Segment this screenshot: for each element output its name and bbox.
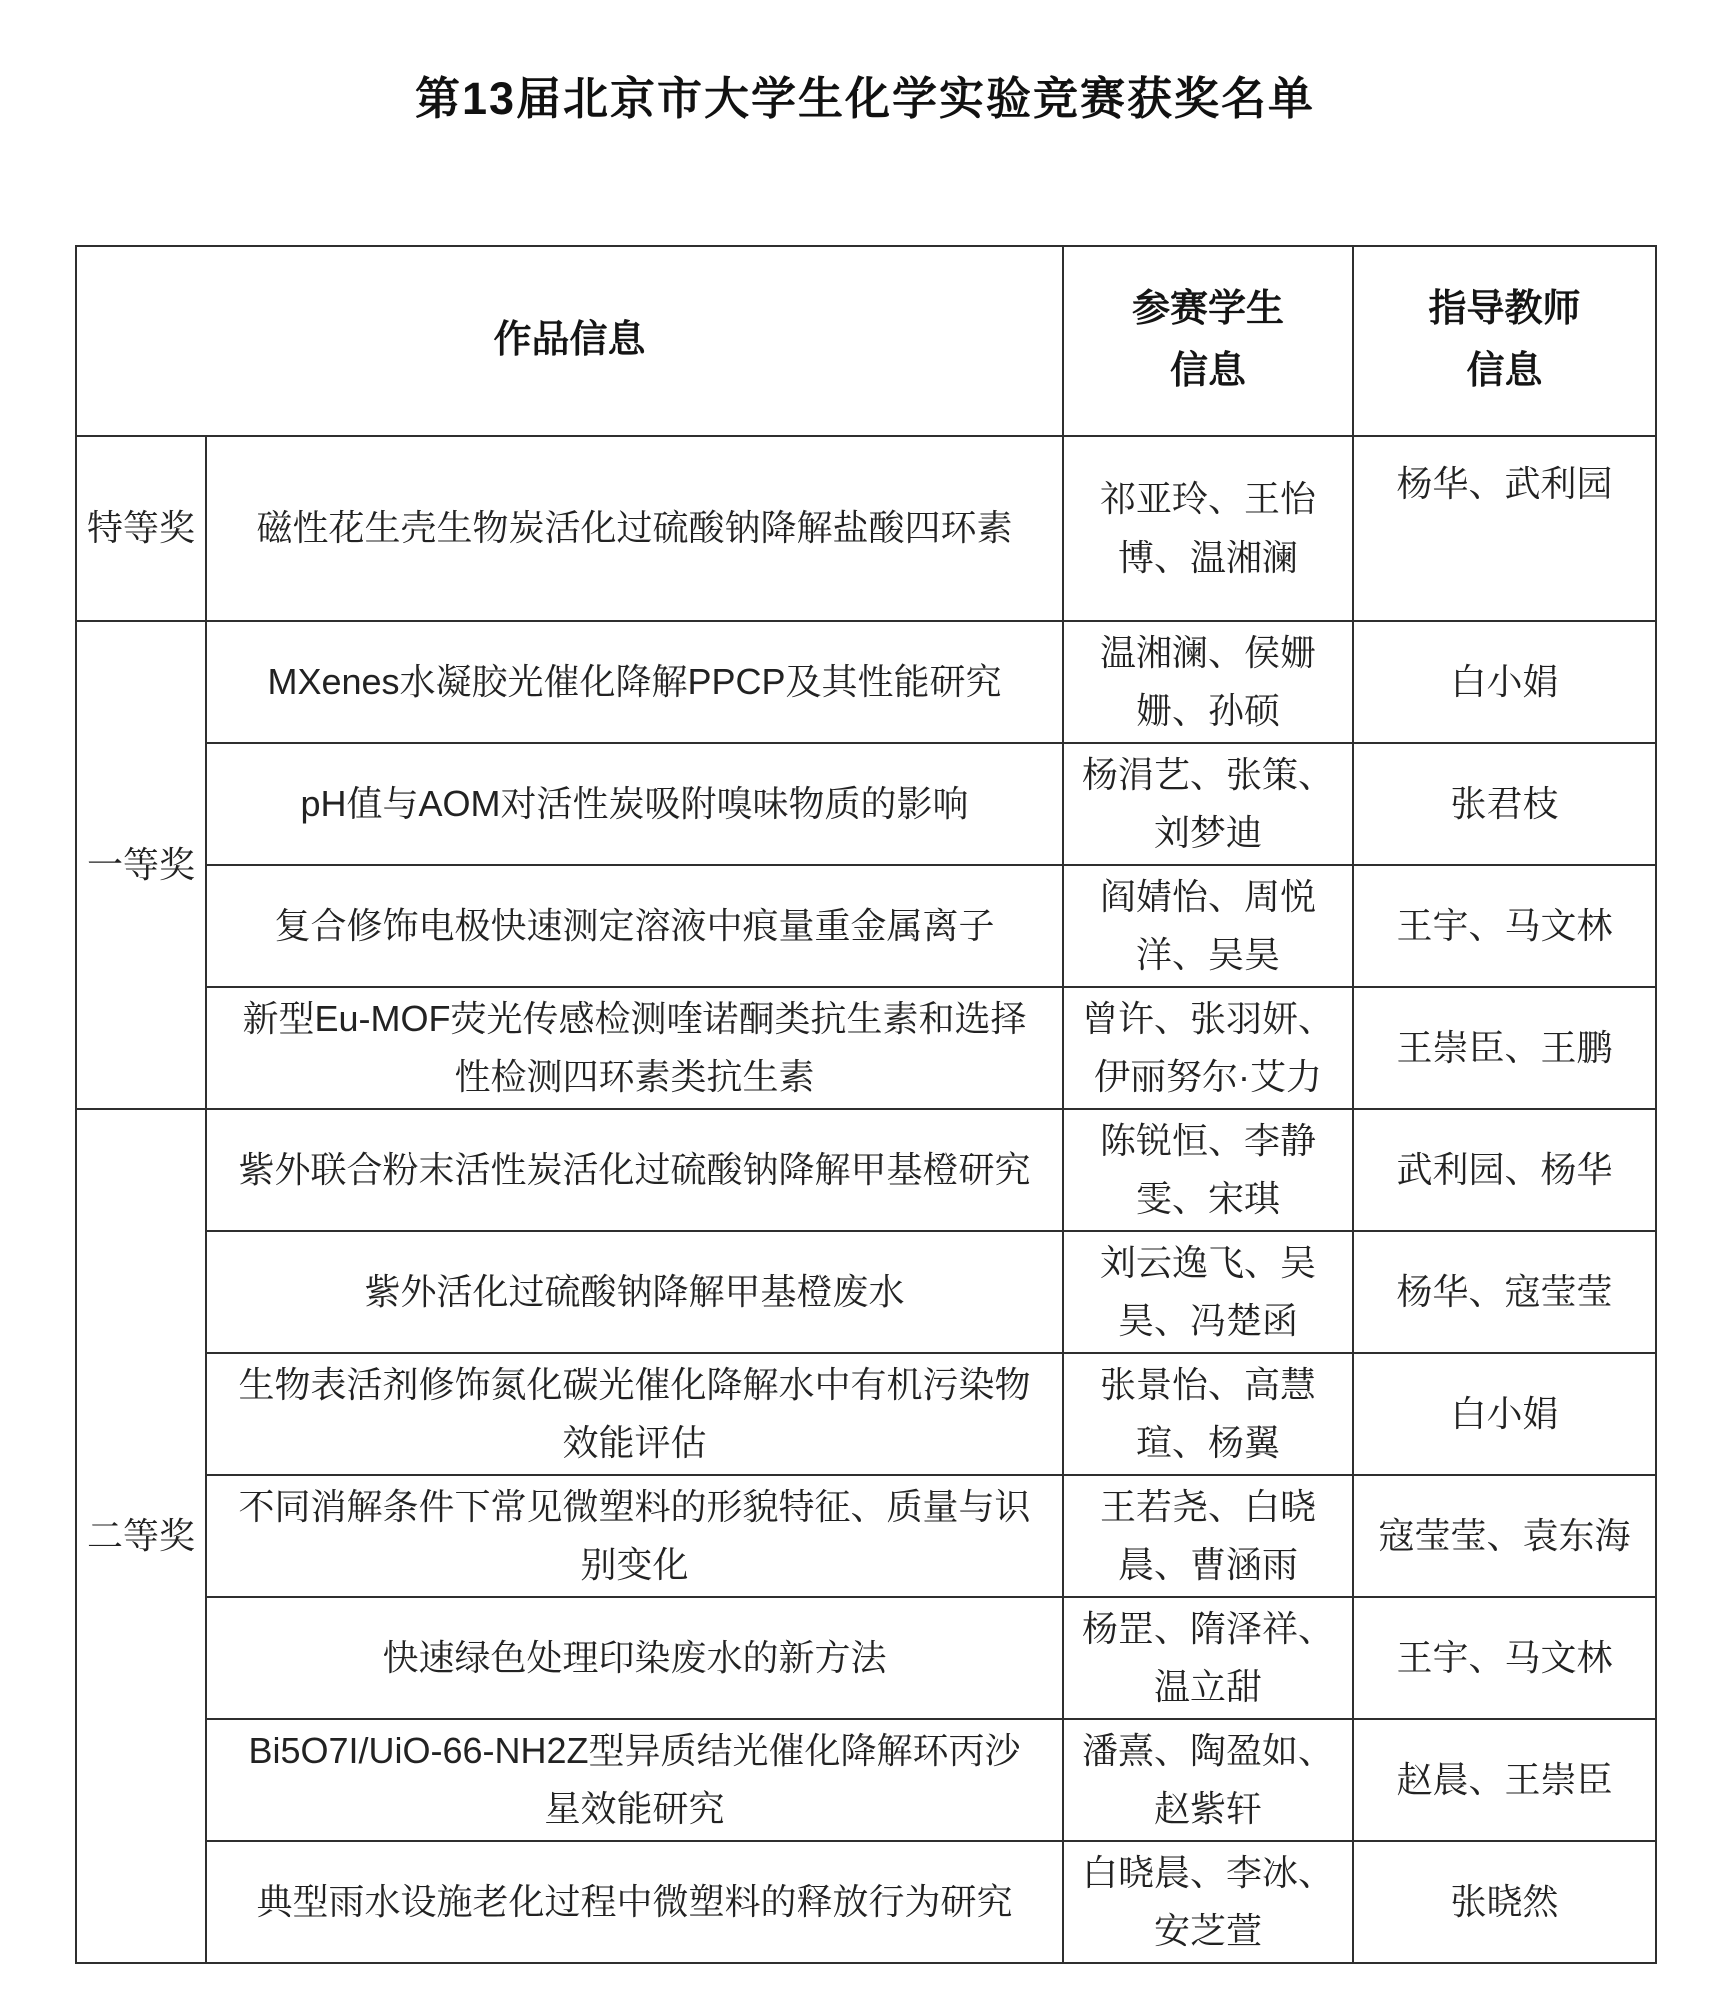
work-cell: 快速绿色处理印染废水的新方法 [206, 1597, 1063, 1719]
teachers-cell: 白小娟 [1353, 1353, 1656, 1475]
awards-table [75, 245, 1657, 1964]
table-row [76, 1353, 1656, 1475]
teachers-cell: 王宇、马文林 [1353, 865, 1656, 987]
table-row [76, 865, 1656, 987]
table-row [76, 743, 1656, 865]
table-row [76, 1109, 1656, 1231]
students-cell: 刘云逸飞、吴昊、冯楚函 [1063, 1231, 1353, 1353]
students-cell: 阎婧怡、周悦洋、吴昊 [1063, 865, 1353, 987]
teachers-cell: 王宇、马文林 [1353, 1597, 1656, 1719]
teachers-cell: 白小娟 [1353, 621, 1656, 743]
header-teachers-info [1353, 246, 1656, 436]
students-cell: 杨涓艺、张策、刘梦迪 [1063, 743, 1353, 865]
work-cell: 紫外活化过硫酸钠降解甲基橙废水 [206, 1231, 1063, 1353]
header-teachers-line2: 信息 [1466, 350, 1543, 392]
students-cell: 王若尧、白晓晨、曹涵雨 [1063, 1475, 1353, 1597]
table-row [76, 1719, 1656, 1841]
work-cell: 新型Eu-MOF荧光传感检测喹诺酮类抗生素和选择性检测四环素类抗生素 [206, 987, 1063, 1109]
teachers-cell: 寇莹莹、袁东海 [1353, 1475, 1656, 1597]
work-cell: pH值与AOM对活性炭吸附嗅味物质的影响 [206, 743, 1063, 865]
award-label-second-prize: 二等奖 [76, 1109, 206, 1963]
students-cell: 陈锐恒、李静雯、宋琪 [1063, 1109, 1353, 1231]
teachers-cell: 武利园、杨华 [1353, 1109, 1656, 1231]
students-cell: 温湘澜、侯姗姗、孙硕 [1063, 621, 1353, 743]
teachers-cell: 张晓然 [1353, 1841, 1656, 1963]
table-header-row [76, 246, 1656, 436]
students-cell: 白晓晨、李冰、安芝萱 [1063, 1841, 1353, 1963]
header-teachers-line1: 指导教师 [1428, 288, 1581, 331]
teachers-cell: 王崇臣、王鹏 [1353, 987, 1656, 1109]
work-cell: 复合修饰电极快速测定溶液中痕量重金属离子 [206, 865, 1063, 987]
table-row [76, 621, 1656, 743]
students-cell: 潘熹、陶盈如、赵紫轩 [1063, 1719, 1353, 1841]
table-row [76, 1597, 1656, 1719]
teachers-cell: 杨华、寇莹莹 [1353, 1231, 1656, 1353]
students-cell: 祁亚玲、王怡博、温湘澜 [1063, 436, 1353, 621]
header-students-line1: 参赛学生 [1132, 288, 1285, 331]
work-cell: 不同消解条件下常见微塑料的形貌特征、质量与识别变化 [206, 1475, 1063, 1597]
work-cell: 生物表活剂修饰氮化碳光催化降解水中有机污染物效能评估 [206, 1353, 1063, 1475]
work-cell: 磁性花生壳生物炭活化过硫酸钠降解盐酸四环素 [206, 436, 1063, 621]
students-cell: 曾许、张羽妍、伊丽努尔·艾力 [1063, 987, 1353, 1109]
header-students-info [1063, 246, 1353, 436]
teachers-cell: 杨华、武利园 [1353, 436, 1656, 621]
award-label-special-prize: 特等奖 [76, 436, 206, 621]
table-row [76, 1475, 1656, 1597]
table-row [76, 1231, 1656, 1353]
teachers-cell: 张君枝 [1353, 743, 1656, 865]
work-cell: 紫外联合粉末活性炭活化过硫酸钠降解甲基橙研究 [206, 1109, 1063, 1231]
award-label-first-prize: 一等奖 [76, 621, 206, 1109]
work-cell: Bi5O7I/UiO-66-NH2Z型异质结光催化降解环丙沙星效能研究 [206, 1719, 1063, 1841]
students-cell: 杨罡、隋泽祥、温立甜 [1063, 1597, 1353, 1719]
table-row [76, 1841, 1656, 1963]
table-row [76, 436, 1656, 621]
page-title: 第13届北京市大学生化学实验竞赛获奖名单 [414, 73, 1316, 124]
work-cell: MXenes水凝胶光催化降解PPCP及其性能研究 [206, 621, 1063, 743]
header-work-info: 作品信息 [76, 246, 1063, 436]
table-row [76, 987, 1656, 1109]
teachers-cell: 赵晨、王崇臣 [1353, 1719, 1656, 1841]
header-students-line2: 信息 [1170, 350, 1247, 392]
work-cell: 典型雨水设施老化过程中微塑料的释放行为研究 [206, 1841, 1063, 1963]
students-cell: 张景怡、高慧瑄、杨翼 [1063, 1353, 1353, 1475]
